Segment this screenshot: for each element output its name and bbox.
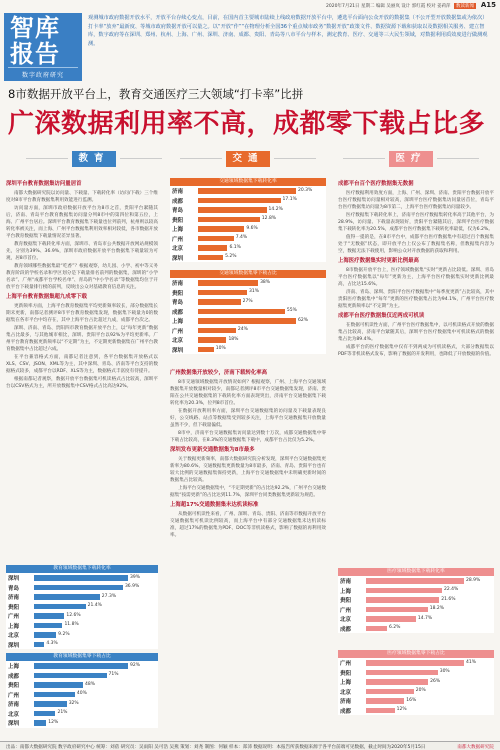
chart-category-label: 广州 (172, 236, 184, 243)
chart-value-label: 48% (85, 681, 96, 687)
chart-value-label: 12% (396, 707, 407, 712)
chart-value-label: 36.9% (124, 584, 140, 589)
section-title: 成都平台百个医疗数据集无数据 (338, 181, 414, 187)
section-tag: 数读新闻 (456, 4, 474, 9)
chart-value-label: 17.1% (282, 197, 297, 202)
chart-row (6, 592, 158, 602)
chart-value-label: 22.4% (443, 587, 459, 592)
chart-education-zero-download (6, 653, 158, 728)
chart-row (6, 602, 158, 612)
chart-title: 医疗领域数据集下载转化率 (338, 568, 494, 576)
footer-stamp: 南都大数据研究院 (457, 745, 494, 750)
chart-row (6, 611, 158, 621)
chart-category-label: 北京 (340, 689, 352, 696)
chart-category-label: 深圳 (8, 642, 20, 649)
chart-category-label: 北京 (8, 711, 20, 718)
chart-row (338, 595, 494, 605)
chart-value-label: 92% (130, 662, 141, 668)
chart-bar (34, 585, 123, 591)
headline-kicker: 8市数据开放平台上，教育交通医疗三大领域“打卡率”比拼 (8, 87, 304, 101)
chart-row (6, 671, 158, 681)
chart-category-label: 北京 (340, 617, 352, 623)
chart-category-label: 广州 (172, 328, 184, 335)
chart-row (170, 307, 326, 317)
section-title: 上海超17%交通数据集未达机读标准 (170, 502, 259, 508)
chart-row (170, 224, 326, 234)
chart-bar (366, 689, 414, 695)
chart-row (6, 709, 158, 719)
chart-value-label: 16% (406, 697, 417, 703)
chart-bar (198, 309, 285, 315)
chart-category-label: 贵阳 (172, 217, 184, 224)
paragraph: 在平台兼容格式方面，南都记者注意到，各平台数据集开放格式以XLS、CSV、JSON、XML等为主，其中深圳、青岛、济南等平台支持的数据格式较多，成都平台以RDF、XLS等为主，数据格式丰富度有待提升。 (6, 355, 158, 374)
chart-bar (366, 670, 438, 676)
chart-value-label: 10% (215, 346, 226, 351)
paragraph: 医疗数据利用效度方面，上海、广州、深圳、济南、贵阳平台数据开放平台医疗数据集访问量相对较高，深圳平台医疗数据集访问量居首位，青岛平台医疗数据集访问量为8市第二，上海平台医疗数据集访问量较少。 (338, 191, 494, 210)
chart-bar (34, 711, 55, 717)
chart-category-label: 上海 (340, 680, 352, 686)
chart-bar (198, 207, 267, 213)
chart-category-label: 济南 (8, 702, 20, 708)
section-title: 成都平台医疗数据集仅近两成可机读 (338, 313, 425, 319)
chart-category-label: 成都 (340, 626, 352, 633)
chart-category-label: 贵阳 (8, 683, 20, 689)
chart-bar (366, 588, 442, 594)
chart-bar (34, 663, 128, 669)
paragraph: 关于数据更新频率，南都大数据研究院分析发现，深圳平台交通数据集更新率为80.6%，交通数据集更新数量为8市最多，济南、青岛、贵阳平台也有较大比例的交通数据集保持更新，上海平台交通数据集中未明确更新时间的数据集占比较高。 (170, 457, 326, 483)
chart-bar (198, 217, 260, 223)
chart-row (170, 253, 326, 263)
chart-category-label: 成都 (172, 309, 184, 316)
chart-category-label: 贵阳 (340, 598, 352, 604)
chart-category-label: 贵阳 (340, 670, 352, 677)
chart-category-label: 广州 (8, 614, 20, 620)
chart-category-label: 深圳 (8, 721, 20, 727)
section-header-traffic: 交通 (226, 151, 270, 167)
chart-bar (34, 720, 46, 726)
chart-row (170, 316, 326, 326)
chart-bar (34, 632, 56, 638)
section-title: 深圳平台教育数据集访问量居首 (6, 181, 82, 187)
chart-bar (198, 245, 227, 251)
chart-value-label: 6.1% (229, 244, 241, 250)
chart-category-label: 贵阳 (172, 290, 184, 297)
chart-value-label: 9.6% (246, 225, 258, 231)
chart-row (6, 661, 158, 671)
chart-row (338, 706, 494, 716)
chart-bar (366, 578, 464, 584)
chart-title: 医疗领域数据集零下载占比 (338, 650, 494, 658)
chart-value-label: 31% (249, 289, 260, 294)
chart-row (338, 624, 494, 634)
chart-row (338, 576, 494, 586)
chart-value-label: 9.2% (58, 631, 70, 637)
chart-education-conversion (6, 565, 158, 649)
chart-category-label: 广州 (340, 607, 352, 614)
chart-bar (198, 318, 296, 324)
chart-value-label: 38% (260, 279, 271, 285)
chart-value-label: 62% (298, 317, 309, 323)
chart-bar (198, 280, 258, 286)
chart-bar (34, 692, 75, 698)
chart-title: 交通领域数据集下载转化率 (170, 178, 326, 186)
chart-bar (34, 594, 100, 600)
chart-value-label: 14.7% (417, 615, 433, 621)
chart-value-label: 21.4% (87, 603, 102, 608)
paragraph: 教育领域哪些数据集最“吃香”？根据观察，幼儿园、小学、初中等义务教育阶段的学校名录和学区划分是下载量排名前列的数据集，深圳的“小学名录”、广州“成都平台学校名单”、青岛的“中小学名录”等数据集均位于开放平台下载量排行榜的前列，反映出公众对基础教育信息的关注。 (6, 264, 158, 290)
chart-row (6, 640, 158, 650)
paragraph: 在数据可机读性方面，广州平台医疗数据集中，以可机读格式开放的数据集占比较高，济南平台紧随其后，深圳平台医疗数据集中可机读格式的数据集占比为89.4%。 (338, 323, 494, 342)
section-header-education: 教育 (72, 151, 116, 167)
chart-bar (366, 660, 464, 666)
chart-medical-zero-download (338, 650, 494, 715)
chart-row (338, 614, 494, 624)
chart-row (6, 630, 158, 640)
chart-value-label: 12.8% (261, 216, 277, 221)
paragraph: 深圳、济南、青岛、贵阳四市教育数据开放平台上，以“每年更新”数据集占比最多，与其他城市相比，深圳、贵阳平台以92%为平均更新率。广州平台教育数据更新频率以“不定期”为主，不定期更新数据集在广州平台教育数据集中占比超过六成。 (6, 326, 158, 352)
page-number: A15 (480, 1, 496, 9)
chart-value-label: 12.6% (66, 612, 81, 618)
chart-row (6, 718, 158, 728)
column-traffic (170, 367, 326, 540)
chart-row (6, 621, 158, 631)
chart-row (6, 699, 158, 709)
chart-bar (34, 673, 107, 679)
section-title: 深圳发布更新交通数据集为8市最多 (170, 447, 255, 453)
paragraph: 根据南都记者观察，数据开放平台数据集可机读格式占比较高，深圳平台以CSV格式为主，所开放数据集中CSV格式占比高达92%。 (6, 377, 158, 389)
chart-category-label: 广州 (340, 661, 352, 667)
chart-category-label: 上海 (172, 227, 184, 233)
chart-bar (198, 299, 241, 305)
chart-value-label: 5.2% (225, 254, 237, 259)
chart-value-label: 40% (76, 691, 87, 696)
chart-category-label: 济南 (172, 281, 184, 287)
chart-category-label: 成都 (340, 708, 352, 715)
chart-value-label: 21.6% (441, 596, 456, 602)
chart-bar (366, 626, 387, 632)
paragraph: 从数据可机读性来看，广州、深圳、青岛、贵阳、济南等市数据开放平台交通数据集可机读比例较高，而上海平台中有部分交通数据集未达机读标准，超过17%的数据集为PDF、DOC等非机读格式，影响了数据的再利用效率。 (170, 512, 326, 538)
chart-bar (198, 347, 214, 353)
chart-title: 教育领域数据集下载转化率 (6, 565, 158, 573)
chart-traffic-conversion (170, 178, 326, 262)
masthead-title: 智库 报告 (10, 14, 60, 68)
top-bar (0, 0, 500, 11)
chart-bar (198, 198, 281, 204)
paragraph: 8市交通领域数据集开放情况如何？根据观察，广州、上海平台交通领域数据集开放数量相对较少，南都记者测评8市平台交通数据集发现，济南、贵阳在公共交通数据集的下载转化率方面表现突出，济南平台交通数据集下载转化率为20.3%，位列8市首位。 (170, 380, 326, 406)
chart-row (170, 196, 326, 206)
chart-row (170, 215, 326, 225)
chart-value-label: 27.3% (101, 593, 117, 599)
chart-row (338, 658, 494, 668)
chart-bar (198, 226, 244, 232)
chart-bar (366, 708, 395, 714)
chart-category-label: 北京 (172, 338, 184, 344)
chart-category-label: 贵阳 (8, 604, 20, 611)
chart-category-label: 深圳 (172, 347, 184, 354)
chart-bar (366, 698, 404, 704)
chart-row (6, 690, 158, 700)
chart-category-label: 青岛 (172, 208, 184, 214)
credits-text: 出品：南都大数据研究院 数字政府研究中心 统筹：刘蓓 研究员：吴雨阳 吴可浩 吴燕 策划：刘尧 制图：何颖 样本：郑沛 数据说明：本报告所获数据来源于各平台前端可见数据，截止时间为2020年5月15日 (6, 745, 426, 750)
chart-value-label: 18.2% (429, 606, 444, 611)
chart-value-label: 30% (439, 669, 450, 674)
chart-value-label: 12% (48, 719, 59, 725)
chart-bar (34, 604, 86, 610)
chart-title: 教育领域数据集零下载占比 (6, 653, 158, 661)
chart-row (6, 573, 158, 583)
chart-value-label: 7.4% (235, 235, 248, 240)
column-education (6, 178, 158, 391)
section-title: 广州数据集开放较少，济南下载转化率高 (170, 370, 268, 376)
chart-category-label: 济南 (172, 189, 184, 195)
chart-traffic-zero-download (170, 270, 326, 354)
masthead-logo (4, 13, 82, 81)
paragraph: 值得一提的是，在8市平台中，成都平台医疗数据集中有超过百个数据集处于“无数据”状态，即开放平台上仅公布了数据集名称，但数据集内容为空，数据无法下载使用，影响公众对开放数据的获取和利用。 (338, 235, 494, 254)
chart-value-label: 55% (286, 308, 297, 313)
paragraph: 更新频率方面，上海平台教育数据集平均更新频率较长，部分数据集长期未更新，南都记者测评8市平台教育数据集发现，数据集下载量为0的数据集在各市平台中均存在，其中上海平台占比超过九成，成都平台次之。 (6, 304, 158, 323)
chart-row (170, 234, 326, 244)
chart-bar (198, 328, 236, 334)
chart-value-label: 32% (68, 700, 79, 706)
headline-main: 广深数据利用率不高，成都零下载占比多 (8, 109, 486, 139)
chart-category-label: 北京 (172, 246, 184, 252)
chart-category-label: 青岛 (172, 300, 184, 306)
chart-bar (34, 613, 64, 619)
chart-value-label: 26% (430, 678, 441, 684)
chart-value-label: 41% (466, 659, 477, 665)
chart-row (338, 696, 494, 706)
chart-category-label: 上海 (8, 623, 20, 630)
chart-value-label: 24% (237, 327, 248, 332)
chart-row (338, 668, 494, 678)
chart-bar (34, 623, 62, 629)
chart-value-label: 11.8% (64, 622, 79, 627)
paragraph: 教育数据集下载转化率方面，深圳市、青岛市公共数据开放网站规模领先，分别为39%、36.9%，深圳市政府数据开放平台数据集下载量较为可观，居8市首位。 (6, 242, 158, 261)
chart-category-label: 青岛 (8, 585, 20, 592)
section-title: 上海医疗数据集实时更新比例最高 (338, 258, 419, 264)
date-line: 2020年7月21日 星期二 编辑 吴丽岚 设计 郭红霞 校对 姜莉萍 (326, 4, 451, 9)
chart-value-label: 28.9% (466, 577, 481, 583)
chart-row (170, 345, 326, 355)
chart-category-label: 济南 (340, 699, 352, 705)
chart-category-label: 北京 (8, 633, 20, 639)
chart-category-label: 成都 (172, 198, 184, 205)
chart-bar (366, 607, 428, 613)
chart-category-label: 上海 (340, 588, 352, 595)
chart-value-label: 14.2% (268, 206, 283, 212)
chart-value-label: 18% (228, 336, 239, 342)
paragraph: 成都平台的医疗数据集中仅有不到两成为可机读格式，大部分数据集以PDF等非机读格式发布，影响了数据的开发利用，也降低了开放数据的价值。 (338, 345, 494, 357)
section-title: 上海平台教育数据集超九成零下载 (6, 294, 87, 300)
chart-bar (198, 236, 234, 242)
paragraph: 医疗数据集下载转化率上，济南平台医疗数据集转化率高于其他平台，为28.9%，访问量、下载量表现较好，贵阳平台紧随其后，深圳平台医疗数据集下载转化率为20.5%，成都平台医疗数据集下载转化率最低，仅为6.2%。 (338, 213, 494, 232)
chart-bar (198, 290, 247, 296)
footer-credits (0, 741, 500, 750)
paragraph: 济南、青岛、深圳、贵阳平台医疗数据集中“每季度更新”占比较高，其中贵阳医疗数据集中“每年”更新的医疗数据集占比为94.1%，广州平台医疗数据集更新频率以“不定期”为主。 (338, 290, 494, 309)
chart-row (170, 205, 326, 215)
paragraph: 8市中，济南平台交通数据集访问量达到数十万次，成都交通数据集中零下载占比较高，在8.3%的交通数据集下载中，成都平台占比仅为5.2%。 (170, 431, 326, 443)
chart-value-label: 27% (242, 298, 253, 304)
chart-row (170, 186, 326, 196)
chart-title: 交通领域数据集零下载占比 (170, 270, 326, 278)
chart-bar (198, 337, 226, 343)
paragraph: 访问量方面，深圳市政府数据开放平台为8市之首，贵阳平台紧随其后，济南、青岛平台教育数据集访问量分列8市中的第四位和第五位，上海、广州平台居后。深圳平台教育数据集下载量也位列前列，杭州则以较高转化率被关注，而上海、广州平台数据集利用效率相对较低，各市数据开放平台教育数据集下载量情况差异显著。 (6, 206, 158, 239)
chart-row (170, 278, 326, 288)
chart-category-label: 广州 (8, 692, 20, 699)
section-header-medical: 医疗 (389, 151, 433, 167)
paragraph: 上海平台交通数据集中，“不定期更新”的占比达92.2%，广州平台交通数据集“按需更新”的占比达到11.7%，深圳平台同类数据集更新较为规范。 (170, 486, 326, 498)
chart-row (338, 687, 494, 697)
chart-row (6, 583, 158, 593)
chart-category-label: 深圳 (8, 576, 20, 582)
chart-bar (34, 575, 128, 581)
masthead-subtitle: 数字政府研究 (8, 67, 78, 79)
chart-value-label: 71% (108, 672, 119, 677)
chart-bar (34, 701, 67, 707)
chart-category-label: 济南 (8, 595, 20, 601)
chart-bar (366, 597, 439, 603)
paragraph: 南都大数据研究院以访问量、下载量、下载转化率（访问/下载）三个维度对8市平台教育数据集利用效能进行监测。 (6, 191, 158, 203)
chart-row (6, 680, 158, 690)
chart-row (338, 586, 494, 596)
chart-value-label: 20.3% (298, 187, 313, 193)
chart-value-label: 21% (57, 710, 68, 715)
chart-bar (34, 682, 83, 688)
chart-category-label: 上海 (8, 664, 20, 670)
chart-category-label: 上海 (172, 319, 184, 325)
chart-medical-conversion (338, 568, 494, 633)
chart-row (170, 326, 326, 336)
chart-row (170, 288, 326, 298)
chart-bar (198, 255, 223, 261)
paragraph: 在数据开放利用率方面，深圳平台交通数据集的访问量及下载量表现良好，公交线路、站点等数据集受到较多关注，上海平台交通数据集开放数量虽然不少，但下载量偏低。 (170, 409, 326, 428)
chart-bar (366, 679, 428, 685)
chart-row (170, 297, 326, 307)
chart-bar (34, 642, 44, 648)
chart-category-label: 济南 (340, 579, 352, 585)
chart-row (338, 605, 494, 615)
chart-row (170, 335, 326, 345)
chart-category-label: 深圳 (172, 255, 184, 262)
chart-value-label: 6.2% (389, 625, 401, 630)
chart-bar (198, 188, 296, 194)
chart-value-label: 39% (130, 574, 141, 580)
chart-row (338, 677, 494, 687)
intro-paragraph: 观测城市政府数据开放水平，开放平台存续心变点，目前，在国内首主要城市陆续上线政府数据开放平台中，遴选平台面向公众开放的数据集（不公开型开放数据集或为依次）打卡率“放弃”最新度、等城市政府数据开放可以量之。以“开放“作”“在物理分析全国36个重点城市政务“数据开放”政策文件、数据资源下载和获取以及数据相关服务、建立智库，数字政府等在深圳、郑州、杭州、上海、广州、深圳、济南、成都、贵阳、青岛等八市平台与样本，测定教育、医疗、交通等三大民生领域，对数据利用质效度进行做测观测。 (88, 15, 488, 47)
column-medical (338, 178, 494, 359)
chart-row (170, 243, 326, 253)
paragraph: 8市数据开放平台上，医疗领域数据集“实时”更新占比较低。深圳、青岛平台医疗数据集以“每年”更新为主，上海平台医疗数据集实时更新比例最高，占比达15.6%。 (338, 268, 494, 287)
chart-category-label: 成都 (8, 673, 20, 680)
chart-bar (366, 616, 416, 622)
chart-value-label: 4.3% (46, 641, 58, 646)
chart-value-label: 20% (415, 688, 426, 693)
